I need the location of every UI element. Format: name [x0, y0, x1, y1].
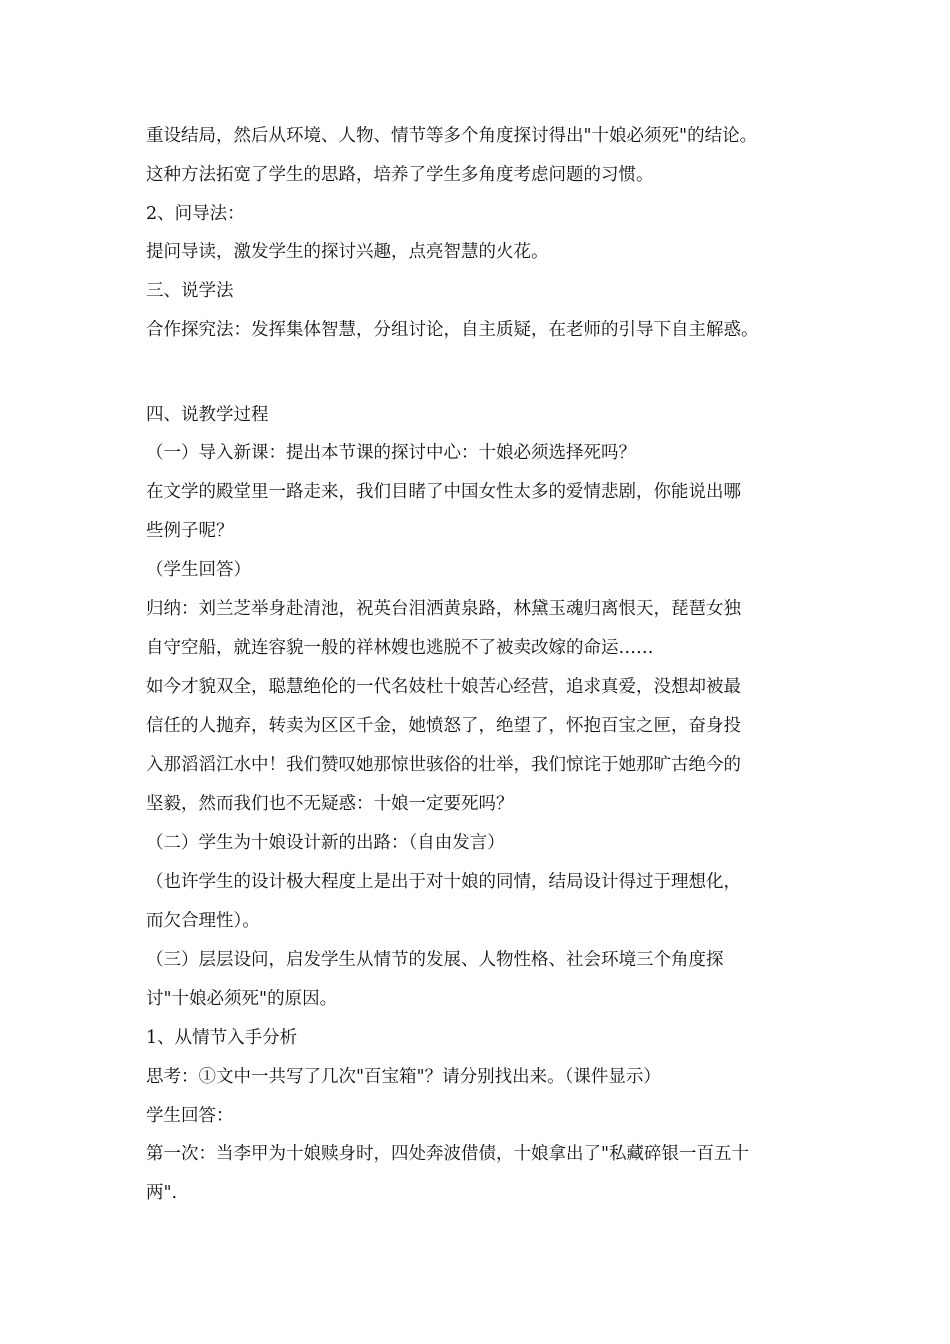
text-line: 提问导读，激发学生的探讨兴趣，点亮智慧的火花。 [146, 242, 549, 262]
text-line: 重设结局，然后从环境、人物、情节等多个角度探讨得出"十娘必须死"的结论。 [146, 126, 758, 146]
text-line: 两". [146, 1183, 178, 1203]
text-line: （也许学生的设计极大程度上是出于对十娘的同情，结局设计得过于理想化， [146, 872, 741, 892]
section-heading: 四、说教学过程 [146, 405, 269, 425]
text-line: （一）导入新课：提出本节课的探讨中心：十娘必须选择死吗？ [146, 443, 636, 463]
text-line: 学生回答： [146, 1106, 234, 1126]
text-line: 自守空船，就连容貌一般的祥林嫂也逃脱不了被卖改嫁的命运…… [146, 638, 654, 658]
text-line: 信任的人抛弃，转卖为区区千金，她愤怒了，绝望了，怀抱百宝之匣，奋身投 [146, 716, 741, 736]
text-line: 合作探究法：发挥集体智慧，分组讨论，自主质疑，在老师的引导下自主解惑。 [146, 320, 759, 340]
text-line: 第一次：当李甲为十娘赎身时，四处奔波借债，十娘拿出了"私藏碎银一百五十 [146, 1144, 750, 1164]
text-line: （二）学生为十娘设计新的出路：（自由发言） [146, 833, 505, 853]
text-line: 坚毅，然而我们也不无疑惑：十娘一定要死吗？ [146, 794, 514, 814]
text-line: 归纳：刘兰芝举身赴清池，祝英台泪洒黄泉路，林黛玉魂归离恨天，琵琶女独 [146, 599, 741, 619]
text-line: （三）层层设问，启发学生从情节的发展、人物性格、社会环境三个角度探 [146, 950, 724, 970]
text-line: 这种方法拓宽了学生的思路，培养了学生多角度考虑问题的习惯。 [146, 165, 654, 185]
text-line: 些例子呢？ [146, 521, 234, 541]
section-heading: 2、问导法： [146, 204, 245, 224]
text-line: 如今才貌双全，聪慧绝伦的一代名妓杜十娘苦心经营，追求真爱，没想却被最 [146, 677, 741, 697]
text-line: （学生回答） [146, 560, 251, 580]
text-line: 而欠合理性）。 [146, 911, 260, 931]
text-line: 在文学的殿堂里一路走来，我们目睹了中国女性太多的爱情悲剧，你能说出哪 [146, 482, 741, 502]
text-line: 入那滔滔江水中！我们赞叹她那惊世骇俗的壮举，我们惊诧于她那旷古绝今的 [146, 755, 741, 775]
text-line: 讨"十娘必须死"的原因。 [146, 989, 338, 1009]
section-heading: 三、说学法 [146, 281, 234, 301]
section-heading: 1、从情节入手分析 [146, 1028, 298, 1048]
text-line: 思考：①文中一共写了几次"百宝箱"？请分别找出来。（课件显示） [146, 1067, 661, 1087]
